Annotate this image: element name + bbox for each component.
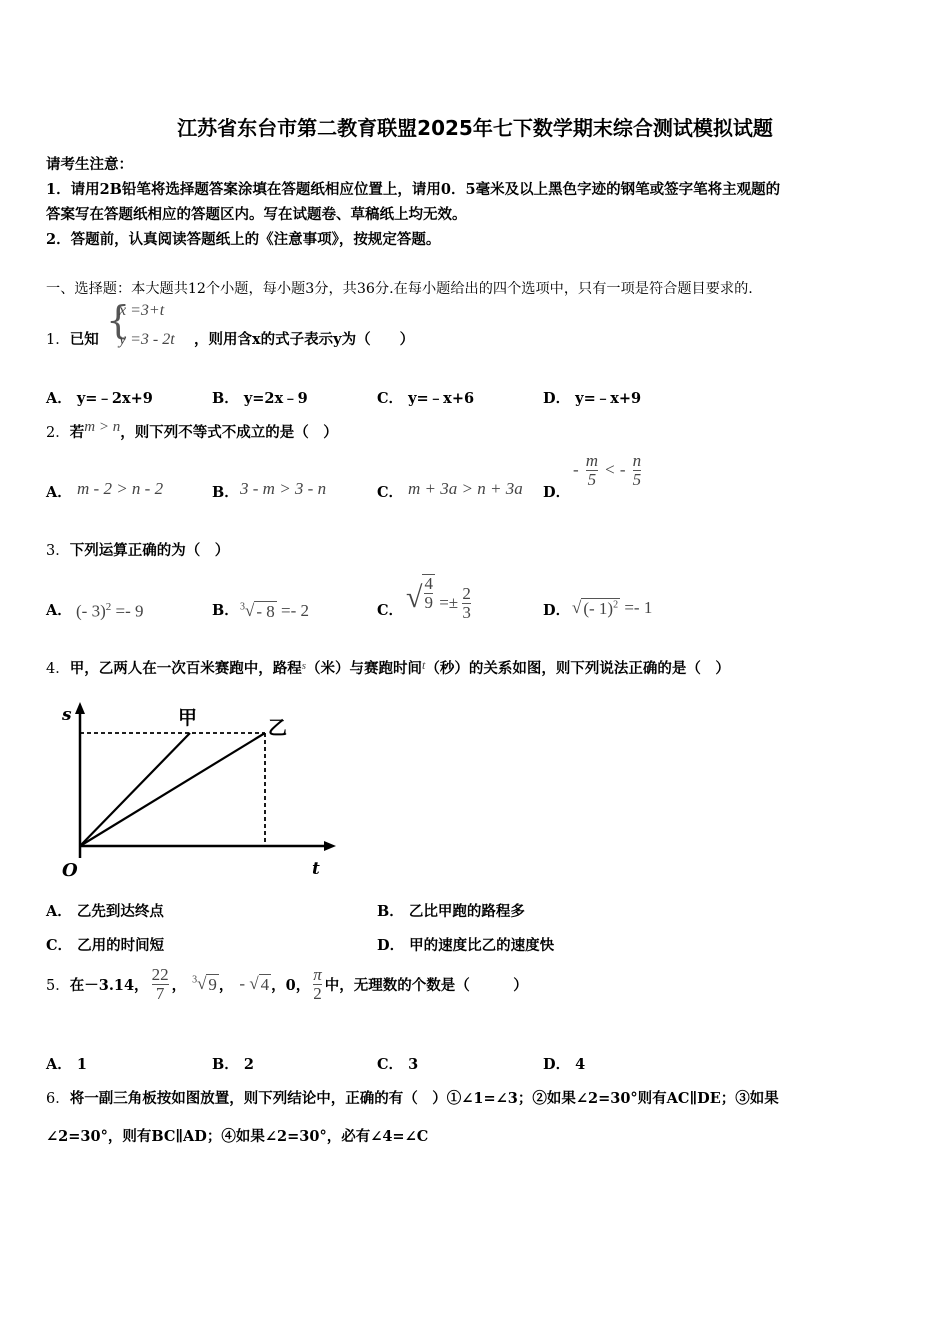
- notice-line-1: 1．请用2B铅笔将选择题答案涂填在答题纸相应位置上，请用0．5毫米及以上黑色字迹的钢笔或签字笔将主观题的: [46, 181, 781, 198]
- notice-line-1b: 答案写在答题纸相应的答题区内。写在试题卷、草稿纸上均无效。: [46, 206, 467, 223]
- q1-option-d: D． y=﹣x+9: [543, 390, 642, 407]
- q1-post: ，则用含x的式子表示y为（ ）: [194, 331, 415, 348]
- q2-option-b: 3 - m > 3 - n: [240, 479, 327, 498]
- q5-option-d: D． 4: [543, 1056, 586, 1073]
- q1-eq1: x =3+t: [119, 302, 165, 319]
- axis-label-s: s: [62, 705, 72, 725]
- q2-option-c: m + 3a > n + 3a: [408, 479, 523, 498]
- page-title: 江苏省东台市第二教育联盟2025年七下数学期末综合测试模拟试题: [177, 116, 773, 140]
- q5-fraction-pi-2: $\frac{\pi}{2}$: [313, 965, 322, 1003]
- q3-label-d: D．: [543, 602, 571, 619]
- q5-cuberoot: $^3$ √ 9: [192, 973, 217, 994]
- q4-option-b: B． 乙比甲跑的路程多: [377, 903, 525, 920]
- q1-number: 1．: [46, 332, 70, 348]
- q5-option-c: C． 3: [377, 1056, 419, 1073]
- y-axis-arrow-icon: [75, 702, 85, 714]
- q1-option-a: A． y=﹣2x+9: [46, 390, 153, 407]
- notice-heading: 请考生注意：: [46, 156, 133, 173]
- q3-option-d: √ (- 1)$^2$ =- 1: [572, 598, 653, 618]
- q3-label-c: C．: [377, 602, 404, 619]
- origin-label: O: [62, 860, 78, 881]
- q1-brace-icon: {: [106, 298, 131, 342]
- q5-pre: 在－3.14，: [69, 976, 149, 994]
- q4-number: 4．: [46, 661, 70, 677]
- notice-line-2: 2．答题前，认真阅读答题纸上的《注意事项》，按规定答题。: [46, 231, 441, 248]
- jia-label: 甲: [178, 707, 198, 729]
- q4-graph: [50, 698, 350, 883]
- q3-label-a: A．: [46, 602, 72, 619]
- q5-option-b: B． 2: [212, 1056, 254, 1073]
- q2-condition: m > n: [84, 419, 121, 435]
- q1-option-c: C． y=﹣x+6: [377, 390, 475, 407]
- q2-option-d: - $\frac{m}{5}$ < - $\frac{n}{5}$: [573, 451, 642, 489]
- q4-option-a: A． 乙先到达终点: [46, 903, 164, 920]
- section-heading: 一、选择题：本大题共12个小题，每小题3分，共36分.在每小题给出的四个选项中，只有一项是符合题目要求的.: [46, 281, 753, 297]
- q3-label-b: B．: [212, 602, 239, 619]
- q5-neg-sqrt4: - √ 4: [239, 973, 270, 994]
- q5-option-a: A． 1: [46, 1056, 87, 1073]
- q3-text: 下列运算正确的为（ ）: [69, 542, 230, 559]
- q1-pre: 已知: [69, 331, 99, 348]
- q2-label-b: B．: [212, 484, 239, 501]
- q1-option-b: B． y=2x﹣9: [212, 390, 308, 407]
- q5-fraction-22-7: $\frac{22}{7}$: [151, 965, 169, 1003]
- yi-label: 乙: [268, 717, 288, 739]
- q6-stem: [46, 1087, 779, 1108]
- q2-label-c: C．: [377, 484, 404, 501]
- q3-stem: [46, 539, 229, 560]
- q6-number: 6．: [46, 1091, 70, 1107]
- q5-stem: 5． 在－3.14， $\frac{22}{7}$ ， $^3$ √ 9 ， - √ 4 ，0， $\frac{\pi}{2}$ 中，无理数的个数是（ ）: [46, 965, 528, 1003]
- axis-label-t: t: [312, 859, 320, 879]
- q4-stem: 4．甲，乙两人在一次百米赛跑中，路程$^s$（米）与赛跑时间$^t$（秒）的关系如图，则下列说法正确的是（ ）: [46, 658, 730, 677]
- q2-post: ，则下列不等式不成立的是（ ）: [120, 424, 338, 441]
- q2-stem: [46, 421, 338, 442]
- q3-option-b: $^3$ √ - 8 =- 2: [240, 601, 310, 621]
- q3-option-a: (- 3)$^2$ =- 9: [76, 601, 144, 621]
- q2-label-a: A．: [46, 484, 72, 501]
- q2-pre: 若: [69, 424, 85, 441]
- q6-line-1: 将一副三角板按如图放置，则下列结论中，正确的有（ ）①∠1=∠3；②如果∠2=30°则有AC∥DE；③如果: [69, 1090, 779, 1107]
- q1-stem: [46, 328, 99, 349]
- q4-option-d: D． 甲的速度比乙的速度快: [377, 937, 555, 954]
- q4-option-c: C． 乙用的时间短: [46, 937, 165, 954]
- q6-line-2: ∠2=30°，则有BC∥AD；④如果∠2=30°，必有∠4=∠C: [46, 1128, 429, 1145]
- q2-label-d: D．: [543, 484, 571, 501]
- q5-number: 5．: [46, 977, 70, 994]
- q3-option-c: √ $\frac{4}{9}$ =± $\frac{2}{3}$: [406, 574, 471, 622]
- x-axis-arrow-icon: [324, 841, 336, 851]
- q1-eq2: y =3 - 2t: [119, 331, 175, 348]
- q3-number: 3．: [46, 543, 70, 559]
- q2-option-a: m - 2 > n - 2: [77, 479, 164, 498]
- q2-number: 2．: [46, 425, 70, 441]
